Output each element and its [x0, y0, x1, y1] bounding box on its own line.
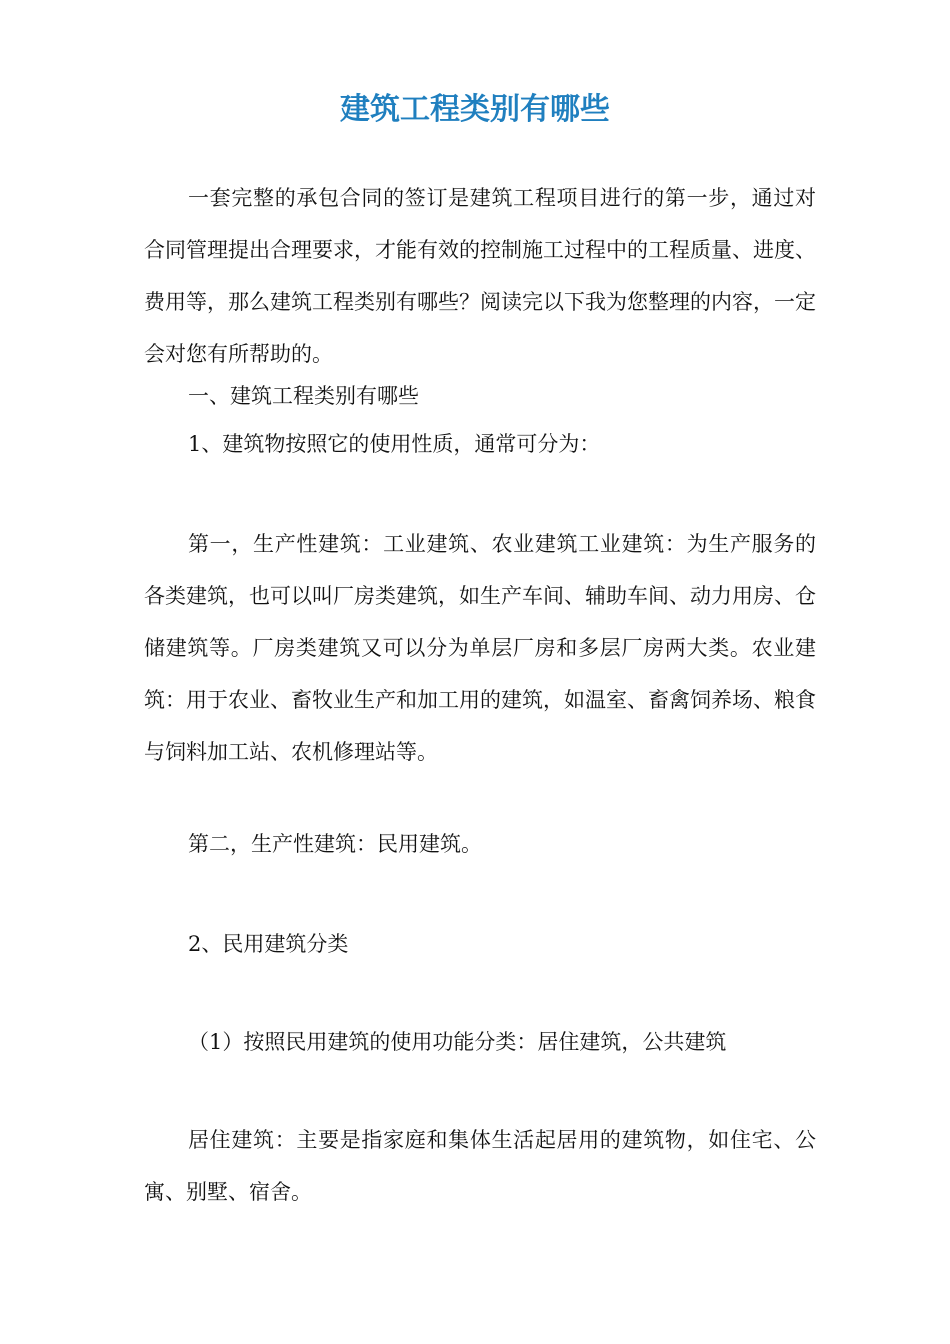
residential-building-paragraph: 居住建筑：主要是指家庭和集体生活起居用的建筑物，如住宅、公寓、别墅、宿舍。	[144, 1128, 816, 1204]
subsection-heading-1: 1、建筑物按照它的使用性质，通常可分为：	[188, 432, 601, 456]
classification-paragraph: （1）按照民用建筑的使用功能分类：居住建筑，公共建筑	[188, 1030, 727, 1054]
section-heading-1: 一、建筑工程类别有哪些	[188, 384, 419, 408]
intro-paragraph: 一套完整的承包合同的签订是建筑工程项目进行的第一步，通过对合同管理提出合理要求，才能有效的控制施工过程中的工程质量、进度、费用等，那么建筑工程类别有哪些？阅读完以下我为您整理的内容，一定会对您有所帮助的。	[144, 186, 816, 366]
civil-building-paragraph: 第二，生产性建筑：民用建筑。	[188, 832, 482, 856]
subsection-heading-2: 2、民用建筑分类	[188, 932, 349, 956]
document-title: 建筑工程类别有哪些	[340, 92, 610, 127]
production-building-paragraph: 第一，生产性建筑：工业建筑、农业建筑工业建筑：为生产服务的各类建筑，也可以叫厂房类建筑，如生产车间、辅助车间、动力用房、仓储建筑等。厂房类建筑又可以分为单层厂房和多层厂房两大类。农业建筑：用于农业、畜牧业生产和加工用的建筑，如温室、畜禽饲养场、粮食与饲料加工站、农机修理站等。	[144, 532, 816, 764]
